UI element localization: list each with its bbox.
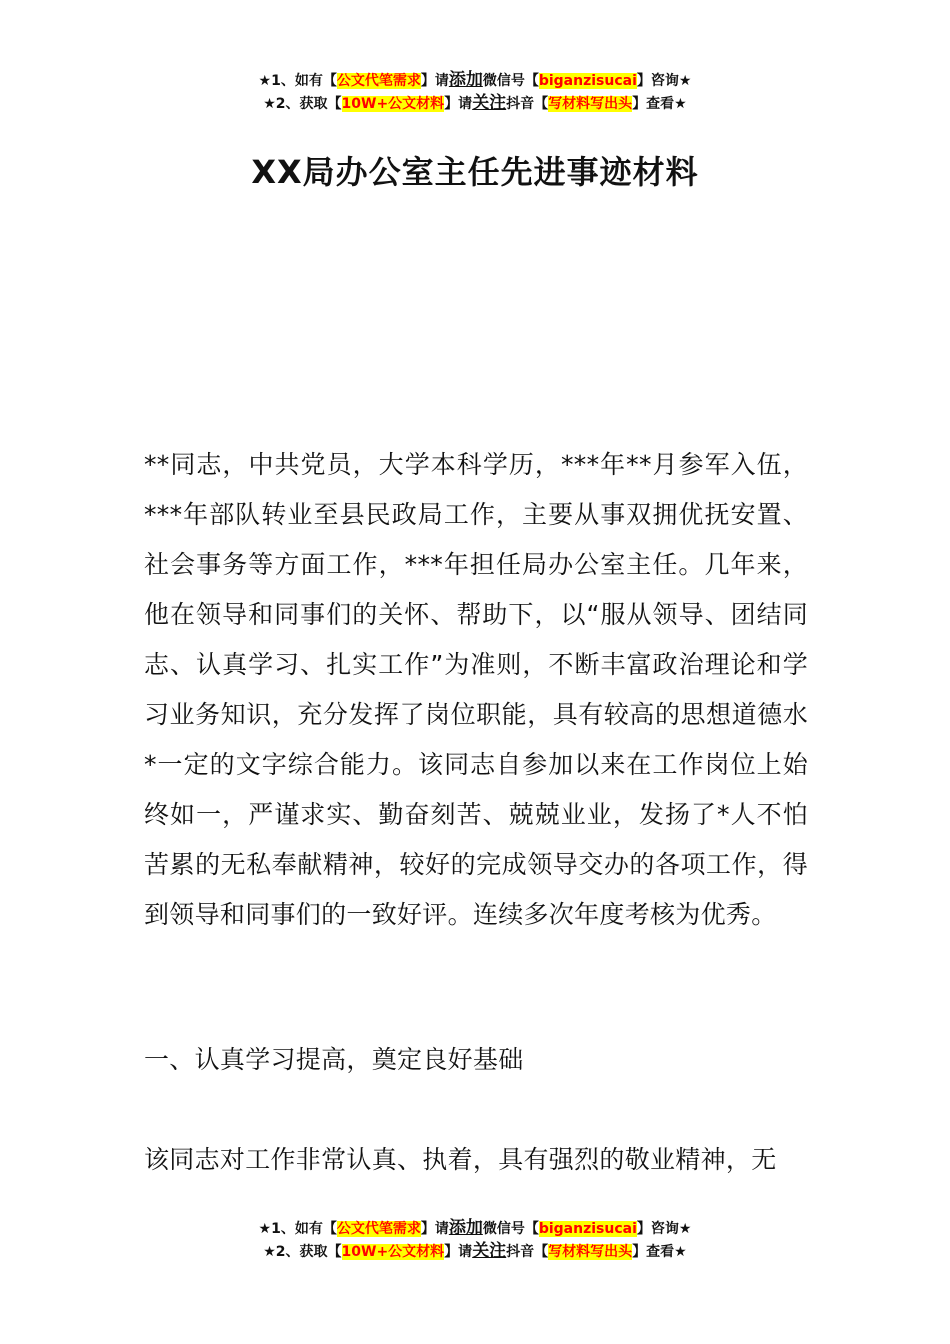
header-notice bbox=[0, 69, 950, 115]
notice-text: 】咨询★ bbox=[636, 73, 692, 89]
notice-line-2 bbox=[0, 92, 950, 115]
notice-emphasis: 关注 bbox=[472, 1241, 507, 1261]
notice-text: ★2、获取【 bbox=[263, 1244, 342, 1260]
notice-line-2 bbox=[0, 1240, 950, 1263]
notice-highlight: 写材料写出头 bbox=[548, 1244, 633, 1260]
body-paragraph: 该同志对工作非常认真、执着，具有强烈的敬业精神，无 bbox=[144, 1145, 777, 1174]
notice-text: 微信号【 bbox=[482, 1221, 539, 1237]
notice-text: 抖音【 bbox=[506, 96, 549, 112]
notice-text: 】请 bbox=[444, 96, 473, 112]
notice-highlight: 公文代笔需求 bbox=[336, 1221, 421, 1237]
notice-highlight: biganzisucai bbox=[538, 73, 637, 89]
notice-text: ★2、获取【 bbox=[263, 96, 342, 112]
notice-text: 】查看★ bbox=[632, 1244, 687, 1260]
notice-text: 】请 bbox=[444, 1244, 473, 1260]
notice-text: 】查看★ bbox=[632, 96, 687, 112]
notice-highlight: 10W+公文材料 bbox=[341, 1244, 445, 1260]
footer-notice bbox=[0, 1217, 950, 1263]
notice-text: 微信号【 bbox=[482, 73, 539, 89]
notice-text: 抖音【 bbox=[506, 1244, 549, 1260]
notice-text: 】请 bbox=[420, 73, 449, 89]
notice-highlight: 公文代笔需求 bbox=[336, 73, 421, 89]
notice-text: ★1、如有【 bbox=[258, 1221, 337, 1237]
notice-line-1 bbox=[0, 69, 950, 92]
notice-highlight: 写材料写出头 bbox=[548, 96, 633, 112]
notice-text: 】请 bbox=[420, 1221, 449, 1237]
document-title: XX局办公室主任先进事迹材料 bbox=[251, 153, 699, 191]
notice-emphasis: 添加 bbox=[448, 70, 483, 90]
notice-emphasis: 关注 bbox=[472, 93, 507, 113]
notice-text: ★1、如有【 bbox=[258, 73, 337, 89]
body-paragraph: **同志，中共党员，大学本科学历，***年**月参军入伍，***年部队转业至县民政局工作，主要从事双拥优抚安置、社会事务等方面工作，***年担任局办公室主任。几年来，他在领导和同事们的关怀、帮助下，以“服从领导、团结同志、认真学习、扎实工作”为准则，不断丰富政治理论和学习业务知识，充分发挥了岗位职能，具有较高的思想道德水*一定的文字综合能力。该同志自参加以来在工作岗位上始终如一，严谨求实、勤奋刻苦、兢兢业业，发扬了*人不怕苦累的无私奉献精神，较好的完成领导交办的各项工作，得到领导和同事们的一致好评。连续多次年度考核为优秀。 bbox=[144, 450, 808, 929]
section-heading: 一、认真学习提高，奠定良好基础 bbox=[144, 1045, 524, 1074]
notice-text: 】咨询★ bbox=[636, 1221, 692, 1237]
notice-highlight: biganzisucai bbox=[538, 1221, 637, 1237]
notice-line-1 bbox=[0, 1217, 950, 1240]
notice-highlight: 10W+公文材料 bbox=[341, 96, 445, 112]
notice-emphasis: 添加 bbox=[448, 1218, 483, 1238]
